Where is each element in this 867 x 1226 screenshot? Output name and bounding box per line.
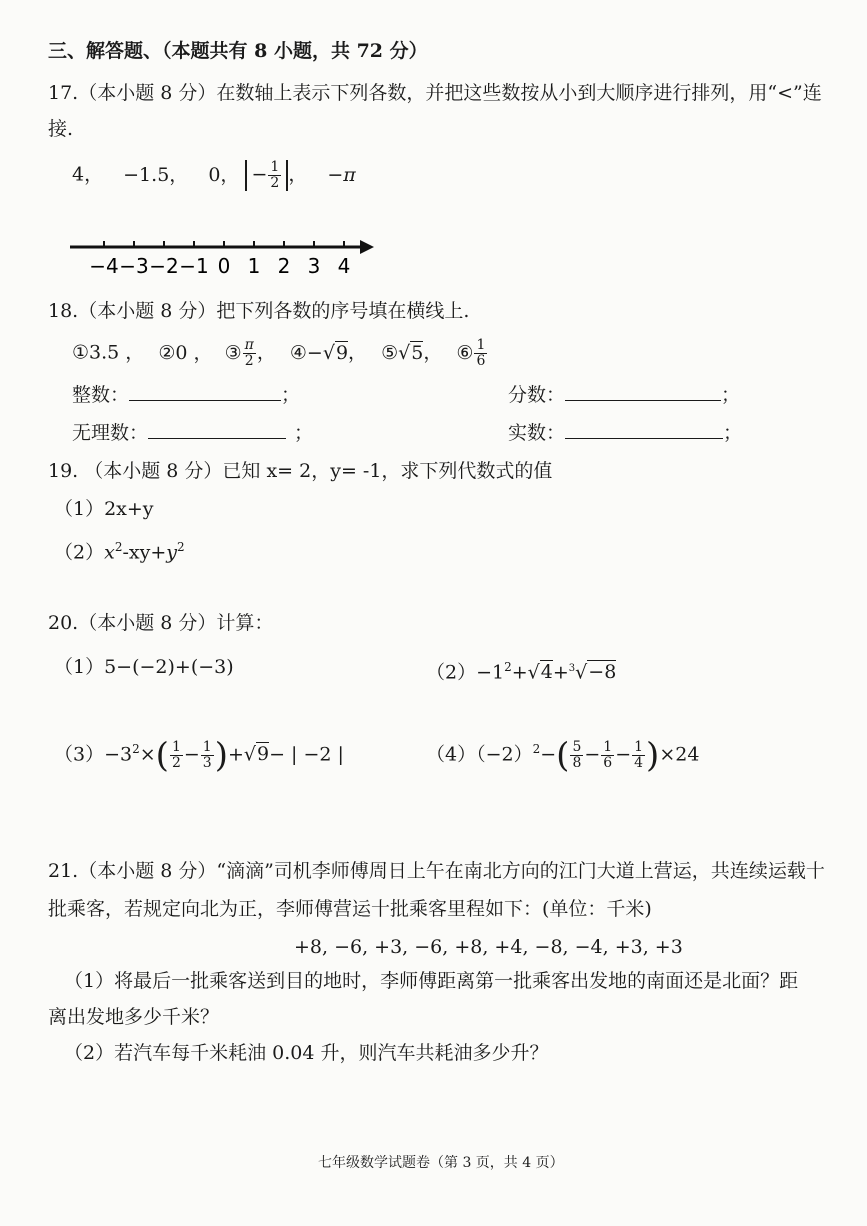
q18-item-5: ⑤√5	[381, 341, 424, 364]
axis-tick-label: −2	[149, 254, 179, 278]
number-line-arrow	[360, 240, 374, 254]
q21-line1: 21.（本小题 8 分）“滴滴”司机李师傅周日上午在南北方向的江门大道上营运，共连续运载十	[48, 860, 825, 882]
q21-line2: 批乘客，若规定向北为正，李师傅营运十批乘客里程如下：(单位：千米)	[48, 898, 652, 920]
q17-abs-expression: − $\frac{1}{2}$	[245, 160, 288, 191]
number-line	[68, 233, 378, 281]
axis-tick-label: 4	[337, 254, 351, 278]
q18-integer-row: 整数： ；	[72, 384, 301, 406]
axis-tick-label: −3	[119, 254, 149, 278]
irrational-blank[interactable]	[148, 420, 286, 439]
q20-part4: $(4)(-2)^2-$( $\frac{5}{8}$ − $\frac{1}{6}$ − $\frac{1}{4}$ )×24	[426, 735, 700, 776]
q20-part2: $(2)-1^2+√4+^3√-8$	[426, 660, 617, 684]
q21-mileage-data: +8, −6, +3, −6, +8, +4, −8, −4, +3, +3	[294, 936, 683, 958]
q17-num-0: 0，	[208, 163, 240, 186]
axis-tick-label: 3	[307, 254, 321, 278]
q17-neg-pi: −π	[327, 163, 356, 186]
fraction-blank[interactable]	[565, 382, 721, 401]
q18-real-row: 实数： ；	[508, 422, 743, 444]
q18-irrational-row: 无理数： ；	[72, 422, 314, 444]
q18-one-sixth: $\frac{1}{6}$	[476, 337, 486, 369]
q19-stem: 19. （本小题 8 分）已知 x= 2，y= -1，求下列代数式的值	[48, 460, 553, 482]
q20-stem: 20.（本小题 8 分）计算：	[48, 612, 274, 634]
q18-stem: 18.（本小题 8 分）把下列各数的序号填在横线上.	[48, 300, 470, 322]
q17-num-4: 4，	[72, 163, 104, 186]
q18-item-1: ①3.5 ，	[72, 341, 145, 364]
axis-tick-label: −1	[179, 254, 209, 278]
q20-part1: （1）5−(−2)+(−3)	[54, 656, 234, 678]
fraction-label: 分数：	[508, 384, 566, 406]
integer-blank[interactable]	[129, 382, 281, 401]
real-label: 实数：	[508, 422, 566, 444]
q18-items: ①3.5 ， ②0 ， ③ $\frac{\pi}{2}$ ， ④−√9， ⑤√5， ⑥ $\frac{1}{6}$	[72, 338, 488, 369]
real-blank[interactable]	[565, 420, 723, 439]
q17-num-neg1-5: −1.5，	[123, 163, 189, 186]
axis-tick-label: 1	[247, 254, 261, 278]
section-title: 三、解答题、（本题共有 8 小题，共 72 分）	[48, 40, 428, 62]
q21-part1-line1: （1）将最后一批乘客送到目的地时，李师傅距离第一批乘客出发地的南面还是北面？距	[64, 970, 799, 992]
axis-tick-label: 2	[277, 254, 291, 278]
q18-item-2: ②0 ，	[158, 341, 213, 364]
q18-item-3: ③ $\frac{\pi}{2}$	[224, 337, 254, 369]
axis-tick-label: 0	[217, 254, 231, 278]
q17-stem-line1: 17.（本小题 8 分）在数轴上表示下列各数，并把这些数按从小到大顺序进行排列，用“<”连	[48, 82, 822, 104]
q18-item-6: ⑥ $\frac{1}{6}$	[456, 337, 486, 369]
page-footer: 七年级数学试题卷（第 3 页，共 4 页）	[318, 1155, 564, 1171]
q18-item-4: ④−√9	[289, 341, 349, 364]
irrational-label: 无理数：	[72, 422, 149, 444]
q18-pi-over-2: $\frac{\pi}{2}$	[244, 337, 254, 369]
q19-part1: （1）2x+y	[54, 498, 154, 520]
q21-part1-line2: 离出发地多少千米？	[48, 1006, 220, 1028]
q19-part2: $(2)x^2-xy+y^2$	[54, 540, 185, 564]
q17-half-fraction: $\frac{1}{2}$	[270, 159, 280, 191]
q21-part2: （2）若汽车每千米耗油 0.04 升，则汽车共耗油多少升？	[64, 1042, 549, 1064]
q20-part3: $(3)-3^2\times$( $\frac{1}{2}$ − $\frac{1}{3}$ )+√9− | −2 |	[54, 735, 344, 776]
q17-number-list: 4， −1.5， 0， − $\frac{1}{2}$ ， −π	[72, 159, 356, 191]
integer-label: 整数：	[72, 384, 130, 406]
q18-fraction-row: 分数： ；	[508, 384, 741, 406]
axis-tick-label: −4	[89, 254, 119, 278]
q17-stem-line2: 接.	[48, 118, 74, 140]
